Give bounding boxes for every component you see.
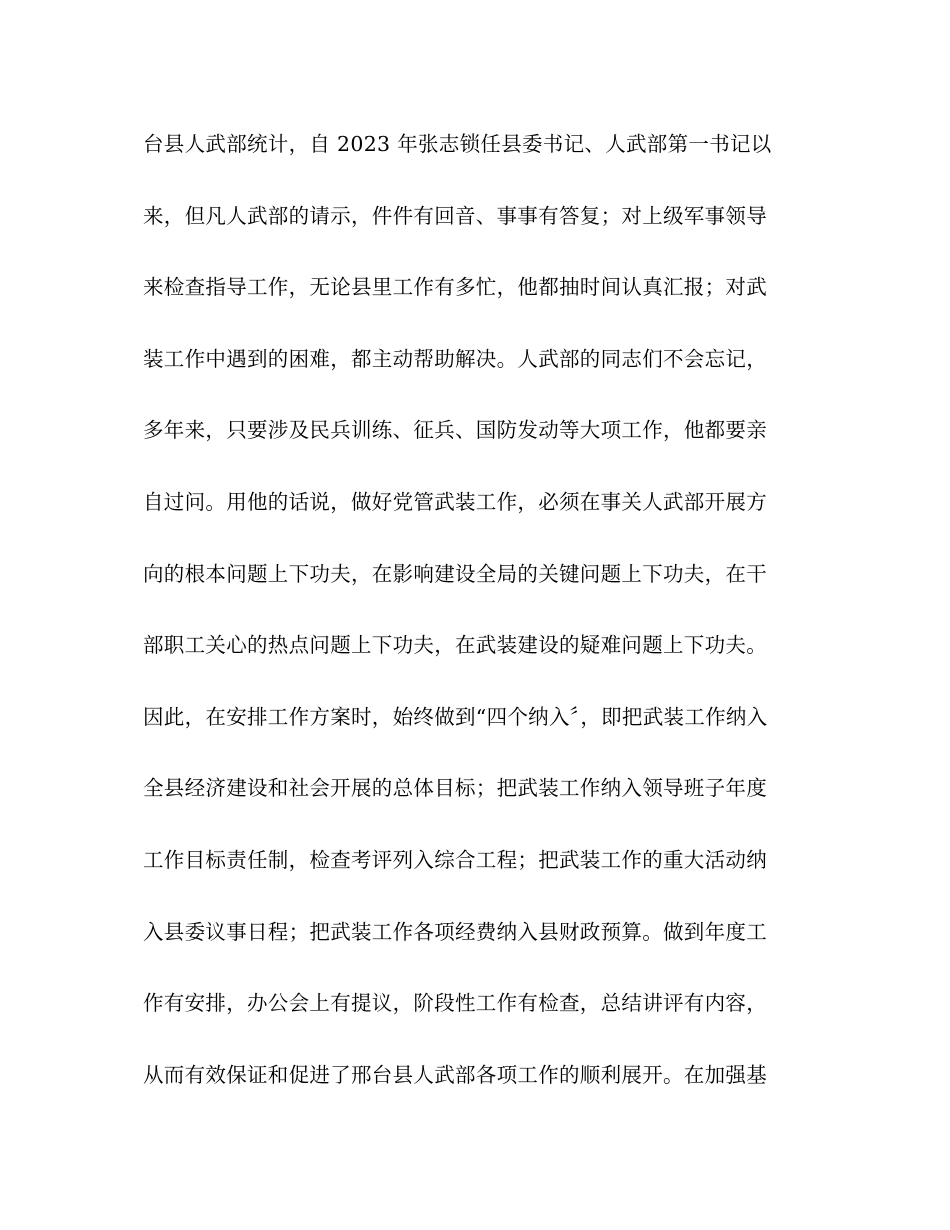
text-line: 部职工关心的热点问题上下功夫，在武装建设的疑难问题上下功夫。 — [143, 633, 767, 658]
text-line: 从而有效保证和促进了邢台县人武部各项工作的顺利展开。在加强基 — [143, 1062, 767, 1087]
text-line: 入县委议事日程；把武装工作各项经费纳入县财政预算。做到年度工 — [143, 919, 767, 944]
text-line: 向的根本问题上下功夫，在影响建设全局的关键问题上下功夫，在干 — [143, 561, 767, 586]
text-line: 台县人武部统计，自 2023 年张志锁任县委书记、人武部第一书记以 — [143, 132, 772, 156]
text-line: 多年来，只要涉及民兵训练、征兵、国防发动等大项工作，他都要亲 — [143, 418, 767, 443]
text-line: 自过问。用他的话说，做好党管武装工作，必须在事关人武部开展方 — [143, 489, 767, 514]
text-line: 全县经济建设和社会开展的总体目标；把武装工作纳入领导班子年度 — [143, 776, 767, 801]
text-line: 来检查指导工作，无论县里工作有多忙，他都抽时间认真汇报；对武 — [143, 275, 767, 300]
text-line: 因此，在安排工作方案时，始终做到“四个纳入〞，即把武装工作纳入 — [143, 704, 768, 729]
body-text — [143, 127, 823, 1129]
text-line: 工作目标责任制，检查考评列入综合工程；把武装工作的重大活动纳 — [143, 847, 767, 872]
text-line: 作有安排，办公会上有提议，阶段性工作有检查，总结讲评有内容， — [143, 991, 767, 1016]
text-line: 来，但凡人武部的请示，件件有回音、事事有答复；对上级军事领导 — [143, 203, 767, 228]
text-line: 装工作中遇到的困难，都主动帮助解决。人武部的同志们不会忘记， — [143, 346, 767, 371]
